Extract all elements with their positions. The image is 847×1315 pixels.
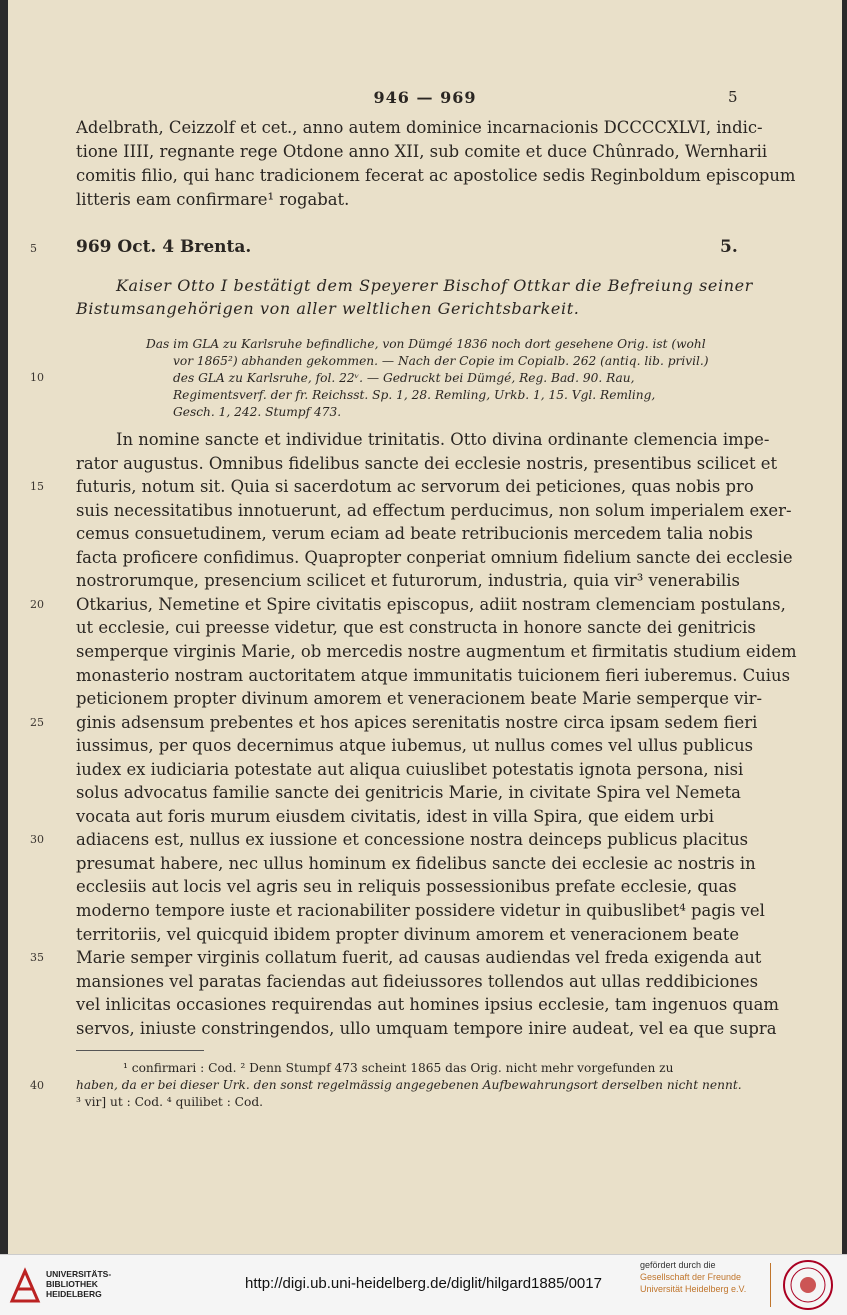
- charter-text-line: peticionem propter divinum amorem et veneracionem beate Marie semperque vir-: [76, 689, 763, 709]
- charter-text-line: rator augustus. Omnibus fidelibus sancte dei ecclesie nostris, presentibus scilicet et: [76, 453, 778, 473]
- footnote-line: haben, da er bei dieser Urk. den sonst regelmässig angegebenen Aufbewahrungsort derselben nicht nennt.: [76, 1078, 742, 1092]
- charter-text-line: futuris, notum sit. Quia si sacerdotum ac servorum dei peticiones, quas nobis pro: [76, 477, 754, 497]
- line-number: 35: [30, 951, 44, 965]
- charter-text-line: monasterio nostram auctoritatem atque immunitatis tuicionem fieri iuberemus. Cuius: [76, 665, 790, 685]
- university-seal-icon: [782, 1259, 834, 1311]
- source-note-line: Regimentsverf. der fr. Reichsst. Sp. 1, 28. Remling, Urkb. 1, 15. Vgl. Remling,: [173, 388, 656, 402]
- charter-text-line: ginis adsensum prebentes et hos apices serenitatis nostre circa ipsam sedem fieri: [76, 712, 758, 732]
- regest-line: Bistumsangehörigen von aller weltlichen Gerichtsbarkeit.: [76, 299, 580, 318]
- charter-text-line: facta proficere confidimus. Quapropter conperiat omnium fidelium sancte dei ecclesie: [76, 547, 793, 567]
- document-date-place: 969 Oct. 4 Brenta.: [76, 237, 252, 257]
- charter-text-line: adiacens est, nullus ex iussione et concessione nostra deinceps publicus placitus: [76, 830, 749, 850]
- line-number: 20: [30, 597, 44, 611]
- charter-text-line: vel inlicitas occasiones requirendas aut homines ipsius ecclesie, tam ingenuos quam: [76, 995, 779, 1015]
- charter-text-line: presumat habere, nec ullus hominum ex fidelibus sancte dei ecclesie ac nostris in: [76, 853, 756, 873]
- line-number: 5: [30, 242, 37, 255]
- charter-text-line: Otkarius, Nemetine et Spire civitatis episcopus, adiit nostram clemenciam postulans,: [76, 594, 786, 614]
- page-header-title: 946 — 969: [373, 88, 477, 107]
- intro-line: Adelbrath, Ceizzolf et cet., anno autem dominice incarnacionis DCCCCXLVI, indic-: [76, 118, 763, 137]
- charter-text-line: ecclesiis aut locis vel agris seu in reliquis possessionibus prefate ecclesie, quas: [76, 877, 737, 897]
- sponsor-divider: [770, 1263, 771, 1307]
- line-number: 25: [30, 715, 44, 729]
- regest-line: Kaiser Otto I bestätigt dem Speyerer Bischof Ottkar die Befreiung seiner: [116, 276, 753, 295]
- charter-text-line: servos, iniuste constringendos, ullo umquam tempore inire audeat, vel ea que supra: [76, 1018, 777, 1038]
- charter-text-line: moderno tempore iuste et racionabiliter possidere videtur in quibuslibet⁴ pagis vel: [76, 901, 765, 920]
- footnote-divider: [76, 1050, 204, 1051]
- charter-text-line: iudex ex iudiciaria potestate aut aliqua cuiuslibet potestatis ignota persona, nisi: [76, 759, 744, 779]
- intro-line: tione IIII, regnante rege Otdone anno XII, sub comite et duce Chûnrado, Wernharii: [76, 142, 768, 161]
- charter-text-line: territoriis, vel quicquid ibidem propter divinum amorem et veneracionem beate: [76, 924, 740, 944]
- line-number: 40: [30, 1079, 44, 1092]
- charter-text-line: vocata aut foris murum eiusdem civitatis, idest in villa Spira, que eidem urbi: [76, 806, 715, 826]
- permalink-url[interactable]: http://digi.ub.uni-heidelberg.de/diglit/hilgard1885/0017: [245, 1275, 602, 1292]
- intro-line: comitis filio, qui hanc tradicionem fecerat ac apostolice sedis Reginboldum episcopum: [76, 166, 796, 185]
- charter-text-line: suis necessitatibus innotuerunt, ad effectum perducimus, non solum imperialem exer-: [76, 500, 792, 520]
- sponsor-credit: gefördert durch die Gesellschaft der Freunde Universität Heidelberg e.V.: [640, 1260, 747, 1294]
- source-note-line: des GLA zu Karlsruhe, fol. 22ᵛ. — Gedruckt bei Dümgé, Reg. Bad. 90. Rau,: [173, 371, 635, 385]
- charter-text-line: nostrorumque, presencium scilicet et futurorum, industria, quia vir³ venerabilis: [76, 571, 740, 591]
- source-note-line: Das im GLA zu Karlsruhe befindliche, von Dümgé 1836 noch dort gesehene Orig. ist (wohl: [146, 337, 706, 351]
- charter-text-line: ut ecclesie, cui preesse videtur, que est constructa in honore sancte dei genitricis: [76, 618, 756, 638]
- source-note-line: Gesch. 1, 242. Stumpf 473.: [173, 405, 342, 419]
- document-number: 5.: [720, 237, 738, 257]
- line-number: 15: [30, 480, 44, 494]
- source-note-line: vor 1865²) abhanden gekommen. — Nach der Copie im Copialb. 262 (antiq. lib. privil.): [173, 354, 709, 368]
- charter-text-line: In nomine sancte et individue trinitatis. Otto divina ordinante clemencia impe-: [116, 430, 770, 449]
- viewer-footer: [0, 1254, 847, 1315]
- document-page: [8, 0, 842, 1254]
- charter-text-line: mansiones vel paratas faciendas aut fideiussores tollendos aut ullas reddibiciones: [76, 971, 759, 991]
- line-number: 30: [30, 833, 44, 847]
- line-number: 10: [30, 371, 44, 384]
- charter-text-line: semperque virginis Marie, ob mercedis nostre augmentum et firmitatis studium eidem: [76, 641, 797, 661]
- footnote-line: ¹ confirmari : Cod. ² Denn Stumpf 473 scheint 1865 das Orig. nicht mehr vorgefunden zu: [123, 1061, 674, 1075]
- charter-text-line: cemus consuetudinem, verum eciam ad beate retribucionis mercedem talia nobis: [76, 524, 753, 544]
- page-number: 5: [728, 88, 738, 106]
- charter-text-line: solus advocatus familie sancte dei genitricis Marie, in civitate Spira vel Nemeta: [76, 783, 741, 803]
- charter-text-line: iussimus, per quos decernimus atque iubemus, ut nullus comes vel ullus publicus: [76, 736, 754, 756]
- library-name: UNIVERSITÄTS- BIBLIOTHEK HEIDELBERG: [46, 1269, 112, 1299]
- intro-line: litteris eam confirmare¹ rogabat.: [76, 190, 350, 209]
- charter-text-line: Marie semper virginis collatum fuerit, ad causas audiendas vel freda exigenda aut: [76, 948, 762, 968]
- footnote-line: ³ vir] ut : Cod. ⁴ quilibet : Cod.: [76, 1095, 264, 1109]
